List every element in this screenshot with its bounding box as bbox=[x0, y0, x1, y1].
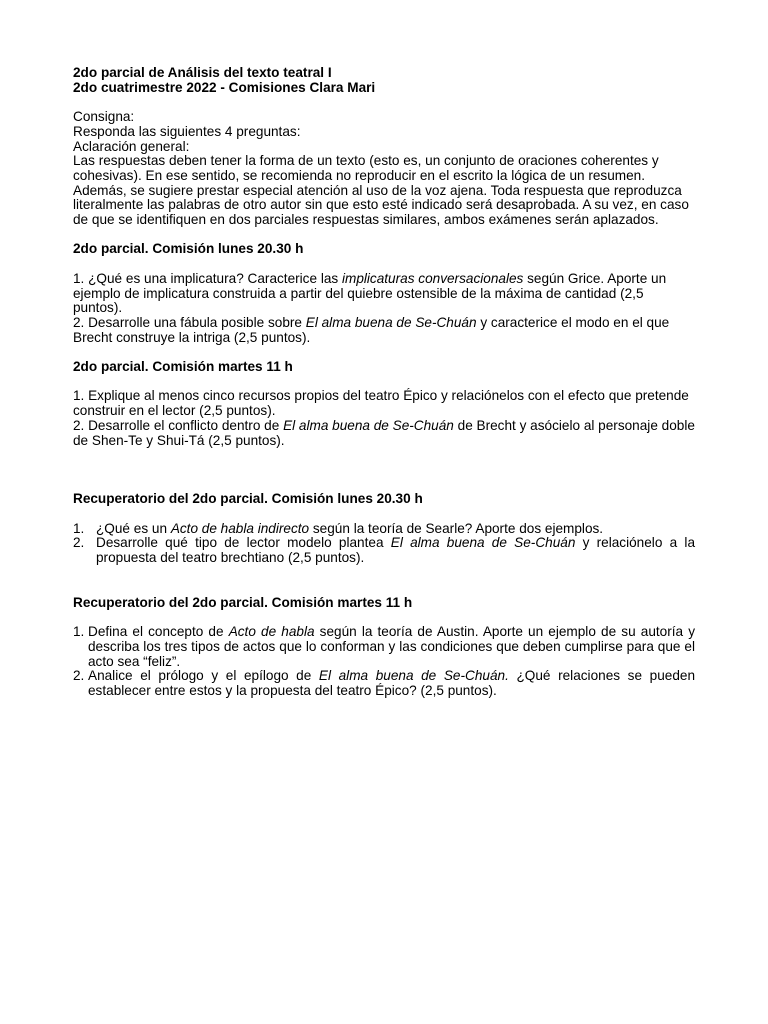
question-item: 2. Desarrolle el conflicto dentro de El alma buena de Se-Chuán de Brecht y asócielo al personaje doble de Shen-Te y Shui-Tá (2,5 puntos). bbox=[73, 417, 695, 448]
section-heading: Recuperatorio del 2do parcial. Comisión martes 11 h bbox=[73, 594, 413, 610]
question-item: 2. Analice el prólogo y el epílogo de El alma buena de Se-Chuán. ¿Qué relaciones se pueden establecer entre estos y la propuesta del teatro Épico? (2,5 puntos). bbox=[73, 668, 695, 698]
document-subtitle: 2do cuatrimestre 2022 - Comisiones Clara Mari bbox=[73, 79, 376, 95]
list-number: 1. bbox=[73, 624, 85, 640]
question-item: 1. ¿Qué es un Acto de habla indirecto según la teoría de Searle? Aporte dos ejemplos. bbox=[73, 520, 604, 536]
question-item: 1. ¿Qué es una implicatura? Caracterice las implicaturas conversacionales según Grice. Aporte un ejemplo de implicatura construida a partir del quiebre ostensible de la máxima de cantidad (2,5 puntos). bbox=[73, 270, 667, 316]
list-number: 1. bbox=[73, 520, 85, 536]
list-number: 2. bbox=[73, 535, 85, 551]
question-item: 2. Desarrolle qué tipo de lector modelo plantea El alma buena de Se-Chuán y relaciónelo a la propuesta del teatro brechtiano (2,5 puntos). bbox=[73, 535, 695, 565]
section-heading: 2do parcial. Comisión martes 11 h bbox=[73, 359, 293, 374]
consigna-instruction: Responda las siguientes 4 preguntas: bbox=[73, 123, 301, 139]
question-item: 1. Defina el concepto de Acto de habla según la teoría de Austin. Aporte un ejemplo de su autoría y describa los tres tipos de actos que lo conforman y las condiciones que deben cumplirse para que el acto sea “feliz”. bbox=[73, 624, 695, 669]
consigna-label: Consigna: bbox=[73, 109, 135, 125]
document-title: 2do parcial de Análisis del texto teatral I bbox=[73, 65, 332, 80]
aclaracion-text: Las respuestas deben tener la forma de un texto (esto es, un conjunto de oraciones coherentes y cohesivas). En ese sentido, se recomienda no reproducir en el escrito la lógica de un resumen. Además, se sugiere prestar especial atención al uso de la voz ajena. Toda respuesta que reproduzca literalmente las palabras de otro autor sin que esto esté indicado será desaprobada. A su vez, en caso de que se identifiquen en dos parciales respuestas similares, ambos exámenes serán aplazados. bbox=[73, 153, 689, 228]
list-number: 2. bbox=[73, 668, 85, 684]
section-heading: 2do parcial. Comisión lunes 20.30 h bbox=[73, 241, 304, 257]
exam-document bbox=[73, 66, 695, 699]
section-heading: Recuperatorio del 2do parcial. Comisión lunes 20.30 h bbox=[73, 491, 423, 507]
question-item: 2. Desarrolle una fábula posible sobre El alma buena de Se-Chuán y caracterice el modo en el que Brecht construye la intriga (2,5 puntos). bbox=[73, 314, 670, 345]
question-item: 1. Explique al menos cinco recursos propios del teatro Épico y relaciónelos con el efecto que pretende construir en el lector (2,5 puntos). bbox=[73, 388, 689, 419]
aclaracion-label: Aclaración general: bbox=[73, 138, 190, 154]
